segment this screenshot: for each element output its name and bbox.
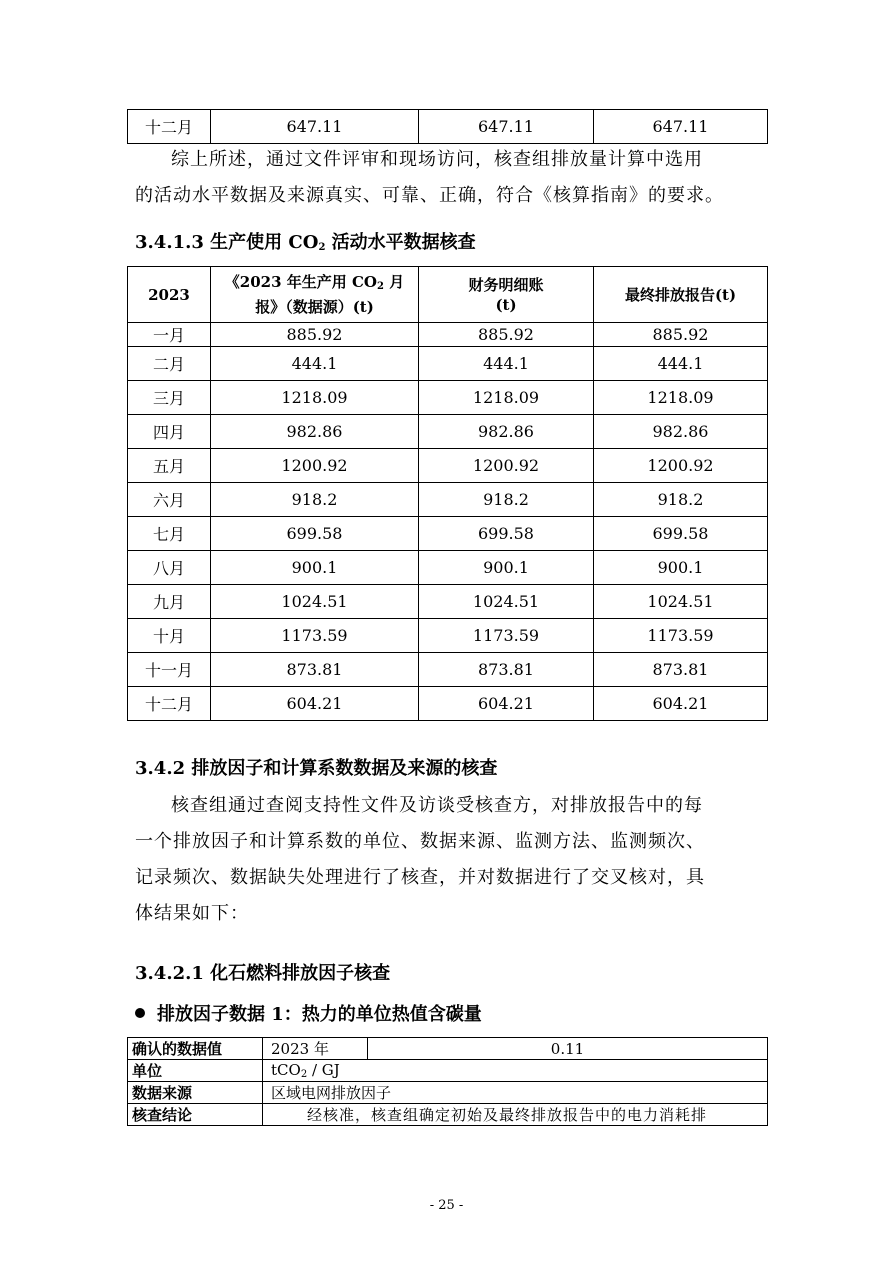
month-cell: 一月 — [128, 323, 211, 347]
cell-confirmed-value: 0.11 — [368, 1038, 768, 1060]
table-row — [128, 551, 768, 585]
table-row — [128, 415, 768, 449]
page-number: - 25 - — [429, 1198, 464, 1213]
value-cell: 604.21 — [419, 687, 594, 721]
value-cell: 918.2 — [211, 483, 419, 517]
value-cell: 444.1 — [419, 347, 594, 381]
summary-paragraph-line1: 综上所述，通过文件评审和现场访问，核查组排放量计算中选用 — [171, 149, 703, 170]
co2-activity-table — [127, 266, 768, 721]
value-cell: 918.2 — [594, 483, 768, 517]
month-cell: 四月 — [128, 415, 211, 449]
value-cell: 982.86 — [594, 415, 768, 449]
co2-table-body — [128, 323, 768, 721]
value-cell: 1218.09 — [419, 381, 594, 415]
row-label-unit: 单位 — [128, 1060, 263, 1082]
row-label-conclusion: 核查结论 — [128, 1104, 263, 1126]
value-cell: 900.1 — [211, 551, 419, 585]
table-row — [128, 1060, 768, 1082]
table-cell: 647.11 — [211, 110, 419, 144]
value-cell: 1200.92 — [594, 449, 768, 483]
table-row — [128, 687, 768, 721]
value-cell: 1024.51 — [211, 585, 419, 619]
column-header-monthly-report: 《2023 年生产用 $CO_2$ 月 报》（数据源）(t) — [211, 267, 419, 323]
table-cell: 647.11 — [419, 110, 594, 144]
bullet-item-text: 排放因子数据 1：热力的单位热值含碳量 — [157, 1004, 482, 1025]
table-row — [128, 110, 768, 144]
table-row — [128, 381, 768, 415]
value-cell: 604.21 — [594, 687, 768, 721]
value-cell: 1218.09 — [594, 381, 768, 415]
column-header-year: 2023 — [128, 267, 211, 323]
value-cell: 1173.59 — [594, 619, 768, 653]
value-cell: 699.58 — [419, 517, 594, 551]
value-cell: 1024.51 — [594, 585, 768, 619]
value-cell: 1173.59 — [211, 619, 419, 653]
month-cell: 六月 — [128, 483, 211, 517]
table-row — [128, 483, 768, 517]
value-cell: 604.21 — [211, 687, 419, 721]
value-cell: 1024.51 — [419, 585, 594, 619]
value-cell: 918.2 — [419, 483, 594, 517]
month-cell: 十一月 — [128, 653, 211, 687]
value-cell: 1200.92 — [419, 449, 594, 483]
table-row — [128, 1104, 768, 1126]
value-cell: 444.1 — [211, 347, 419, 381]
value-cell: 1218.09 — [211, 381, 419, 415]
value-cell: 1173.59 — [419, 619, 594, 653]
summary-paragraph-line2: 的活动水平数据及来源真实、可靠、正确，符合《核算指南》的要求。 — [135, 185, 724, 206]
value-cell: 900.1 — [594, 551, 768, 585]
value-cell: 885.92 — [211, 323, 419, 347]
table-cell: 十二月 — [128, 110, 211, 144]
month-cell: 七月 — [128, 517, 211, 551]
table-row — [128, 653, 768, 687]
month-cell: 十月 — [128, 619, 211, 653]
bullet-dot-icon — [135, 1008, 145, 1018]
column-header-finance-ledger: 财务明细账 (t) — [419, 267, 594, 323]
paragraph-342-line2: 一个排放因子和计算系数的单位、数据来源、监测方法、监测频次、 — [135, 831, 705, 852]
section-heading-3421: 3.4.2.1 化石燃料排放因子核查 — [135, 963, 391, 984]
row-label-confirmed-value: 确认的数据值 — [128, 1038, 263, 1060]
month-cell: 五月 — [128, 449, 211, 483]
section-heading-342: 3.4.2 排放因子和计算系数数据及来源的核查 — [135, 758, 498, 779]
month-cell: 九月 — [128, 585, 211, 619]
value-cell: 699.58 — [211, 517, 419, 551]
month-cell: 二月 — [128, 347, 211, 381]
value-cell: 900.1 — [419, 551, 594, 585]
value-cell: 885.92 — [594, 323, 768, 347]
value-cell: 982.86 — [211, 415, 419, 449]
table-row — [128, 323, 768, 347]
table-header-row — [128, 267, 768, 323]
table-row — [128, 619, 768, 653]
emission-factor-table — [127, 1037, 768, 1126]
month-cell: 十二月 — [128, 687, 211, 721]
cell-data-source: 区域电网排放因子 — [263, 1082, 768, 1104]
month-cell: 三月 — [128, 381, 211, 415]
paragraph-342-line3: 记录频次、数据缺失处理进行了核查，并对数据进行了交叉核对，具 — [135, 867, 705, 888]
value-cell: 885.92 — [419, 323, 594, 347]
table-row — [128, 1082, 768, 1104]
paragraph-342-line1: 核查组通过查阅支持性文件及访谈受核查方，对排放报告中的每 — [171, 795, 703, 816]
table-continuation — [127, 109, 768, 144]
cell-conclusion: 经核准，核查组确定初始及最终排放报告中的电力消耗排 — [263, 1104, 768, 1126]
table-row — [128, 347, 768, 381]
value-cell: 873.81 — [211, 653, 419, 687]
value-cell: 873.81 — [594, 653, 768, 687]
column-header-final-report: 最终排放报告(t) — [594, 267, 768, 323]
cell-year: 2023 年 — [263, 1038, 368, 1060]
paragraph-342-line4: 体结果如下： — [135, 903, 249, 924]
cell-unit: tCO$_2$ / GJ — [263, 1060, 768, 1082]
value-cell: 699.58 — [594, 517, 768, 551]
table-row — [128, 585, 768, 619]
row-label-data-source: 数据来源 — [128, 1082, 263, 1104]
table-row — [128, 517, 768, 551]
value-cell: 873.81 — [419, 653, 594, 687]
bullet-item — [135, 1000, 482, 1026]
table-cell: 647.11 — [594, 110, 768, 144]
table-row — [128, 1038, 768, 1060]
table-row — [128, 449, 768, 483]
section-heading-3413: 3.4.1.3 生产使用 $CO_2$ 活动水平数据核查 — [135, 232, 476, 253]
value-cell: 1200.92 — [211, 449, 419, 483]
value-cell: 444.1 — [594, 347, 768, 381]
month-cell: 八月 — [128, 551, 211, 585]
value-cell: 982.86 — [419, 415, 594, 449]
